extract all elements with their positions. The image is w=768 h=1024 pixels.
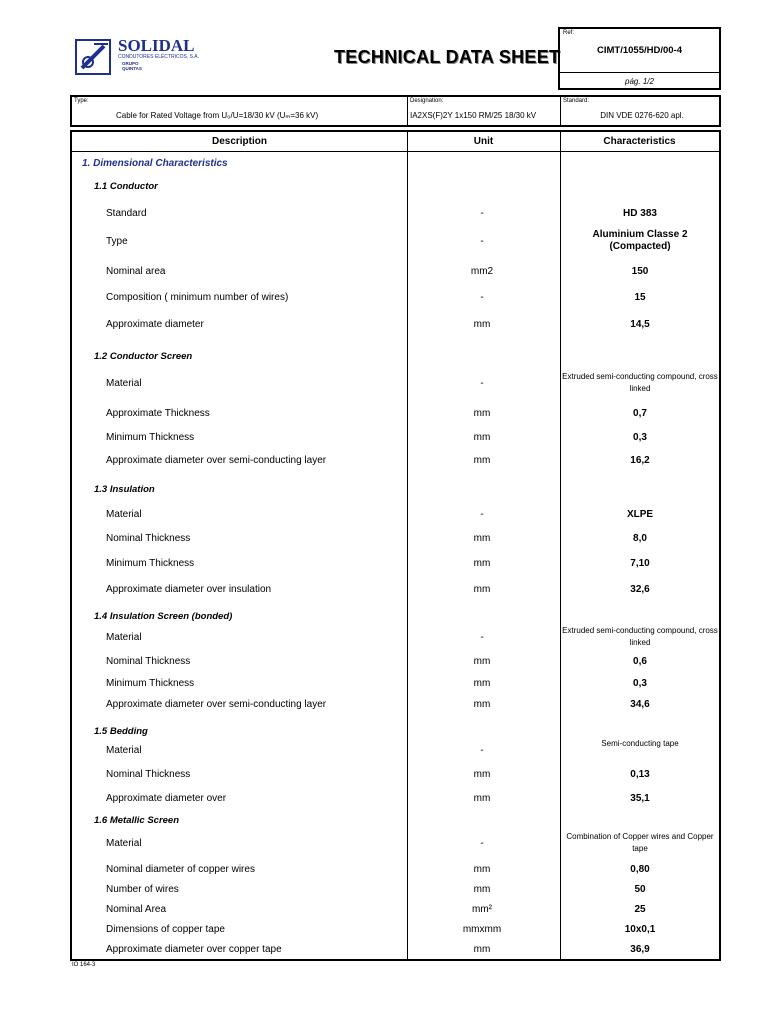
row-description: Nominal diameter of copper wires: [106, 864, 255, 875]
row-unit: -: [480, 208, 484, 219]
row-unit: -: [480, 745, 484, 756]
row-unit: mm: [473, 558, 491, 569]
row-description: Approximate diameter over copper tape: [106, 944, 282, 955]
row-characteristic: 0,80: [630, 864, 650, 875]
row-unit: mm2: [470, 266, 494, 277]
row-description: Minimum Thickness: [106, 678, 195, 689]
row-characteristic: 150: [631, 266, 649, 277]
row-unit: mm: [473, 432, 491, 443]
standard-label: Standard:: [563, 98, 590, 104]
row-characteristic: 15: [634, 292, 646, 303]
row-characteristic: 7,10: [630, 558, 650, 569]
row-characteristic: XLPE: [626, 509, 654, 520]
row-unit: mm: [473, 455, 491, 466]
row-description: Approximate Thickness: [106, 408, 210, 419]
designation-label: Designation:: [410, 98, 444, 104]
page-title: TECHNICAL DATA SHEET: [334, 47, 561, 67]
row-description: 1.5 Bedding: [94, 726, 148, 737]
row-unit: -: [480, 378, 484, 389]
row-unit: -: [480, 236, 484, 247]
row-description: Approximate diameter over semi-conducting layer: [106, 455, 327, 466]
header-characteristics: Characteristics: [603, 136, 676, 147]
row-characteristic: 0,13: [630, 769, 650, 780]
row-unit: mm: [473, 408, 491, 419]
row-description: Material: [106, 745, 142, 756]
company-logo: [74, 36, 214, 80]
row-description: Number of wires: [106, 884, 179, 895]
row-characteristic: 35,1: [630, 793, 650, 804]
row-description: Standard: [106, 208, 147, 219]
row-description: 1.2 Conductor Screen: [94, 351, 193, 362]
row-unit: mm: [473, 864, 491, 875]
row-description: Nominal Thickness: [106, 769, 191, 780]
logo-tagline: CONDUTORES ELÉCTRICOS, S.A.: [118, 54, 200, 60]
row-unit: mmxmm: [462, 924, 502, 935]
row-description: Material: [106, 378, 142, 389]
row-characteristic: 8,0: [633, 533, 647, 544]
row-description: Approximate diameter over insulation: [106, 584, 272, 595]
row-description: Nominal Thickness: [106, 533, 191, 544]
row-description: Nominal area: [106, 266, 166, 277]
row-unit: mm: [473, 656, 491, 667]
row-characteristic: 0,3: [633, 678, 647, 689]
ref-value: CIMT/1055/HD/00-4: [596, 45, 682, 56]
row-unit: mm: [473, 699, 491, 710]
row-unit: mm: [473, 584, 491, 595]
header-description: Description: [211, 136, 267, 147]
row-description: Approximate diameter over semi-conducting layer: [106, 699, 327, 710]
row-description: Composition ( minimum number of wires): [106, 292, 289, 303]
row-characteristic: Combination of Copper wires and Copper tape: [566, 832, 714, 853]
row-characteristic: Extruded semi-conducting compound, cross linked: [562, 372, 718, 393]
row-characteristic: Extruded semi-conducting compound, cross linked: [562, 626, 718, 647]
row-description: Material: [106, 838, 142, 849]
row-unit: -: [480, 838, 484, 849]
row-description: Material: [106, 632, 142, 643]
footer-code: IO 164-3: [72, 962, 96, 968]
row-unit: mm: [473, 793, 491, 804]
row-unit: -: [480, 509, 484, 520]
solidal-emblem-icon: [74, 38, 114, 76]
row-description: 1.4 Insulation Screen (bonded): [94, 611, 233, 622]
row-unit: mm²: [472, 904, 492, 915]
row-unit: mm: [473, 944, 491, 955]
row-characteristic: 14,5: [630, 319, 650, 330]
row-characteristic: Aluminium Classe 2 (Compacted): [592, 229, 688, 252]
row-description: 1. Dimensional Characteristics: [82, 158, 228, 169]
logo-name: SOLIDAL: [118, 36, 195, 55]
row-characteristic: 34,6: [630, 699, 650, 710]
row-characteristic: 0,3: [633, 432, 647, 443]
ref-box: [558, 27, 721, 90]
page-number: pág. 1/2: [625, 77, 654, 86]
standard-value: DIN VDE 0276-620 apl.: [600, 111, 684, 120]
info-row: [70, 95, 721, 127]
row-characteristic: 50: [634, 884, 646, 895]
row-characteristic: 25: [634, 904, 646, 915]
row-description: Minimum Thickness: [106, 558, 195, 569]
logo-group: GRUPO QUINTAS: [122, 61, 142, 71]
row-characteristic: 32,6: [630, 584, 650, 595]
row-description: 1.3 Insulation: [94, 484, 155, 495]
row-characteristic: HD 383: [623, 208, 657, 219]
type-label: Type:: [74, 98, 89, 104]
row-unit: -: [480, 632, 484, 643]
row-unit: mm: [473, 533, 491, 544]
row-characteristic: 16,2: [630, 455, 650, 466]
row-unit: mm: [473, 319, 491, 330]
row-unit: mm: [473, 769, 491, 780]
ref-label: Ref:: [563, 30, 575, 36]
row-characteristic: 10x0,1: [624, 924, 656, 935]
row-description: Approximate diameter over: [106, 793, 227, 804]
row-description: Minimum Thickness: [106, 432, 195, 443]
type-value: Cable for Rated Voltage from U₀/U=18/30 kV (Uₘ=36 kV): [116, 111, 319, 120]
row-description: Nominal Area: [106, 904, 167, 915]
row-unit: mm: [473, 678, 491, 689]
row-description: 1.1 Conductor: [94, 181, 158, 192]
row-unit: -: [480, 292, 484, 303]
row-description: Approximate diameter: [106, 319, 204, 330]
row-description: Dimensions of copper tape: [106, 924, 225, 935]
row-characteristic: Semi-conducting tape: [601, 739, 679, 748]
row-characteristic: 36,9: [630, 944, 650, 955]
row-description: Type: [106, 236, 128, 247]
row-characteristic: 0,6: [633, 656, 647, 667]
row-unit: mm: [473, 884, 491, 895]
row-description: Nominal Thickness: [106, 656, 191, 667]
header-unit: Unit: [473, 136, 494, 147]
row-description: Material: [106, 509, 142, 520]
designation-value: IA2XS(F)2Y 1x150 RM/25 18/30 kV: [410, 111, 537, 120]
row-characteristic: 0,7: [633, 408, 647, 419]
row-description: 1.6 Metallic Screen: [94, 815, 180, 826]
